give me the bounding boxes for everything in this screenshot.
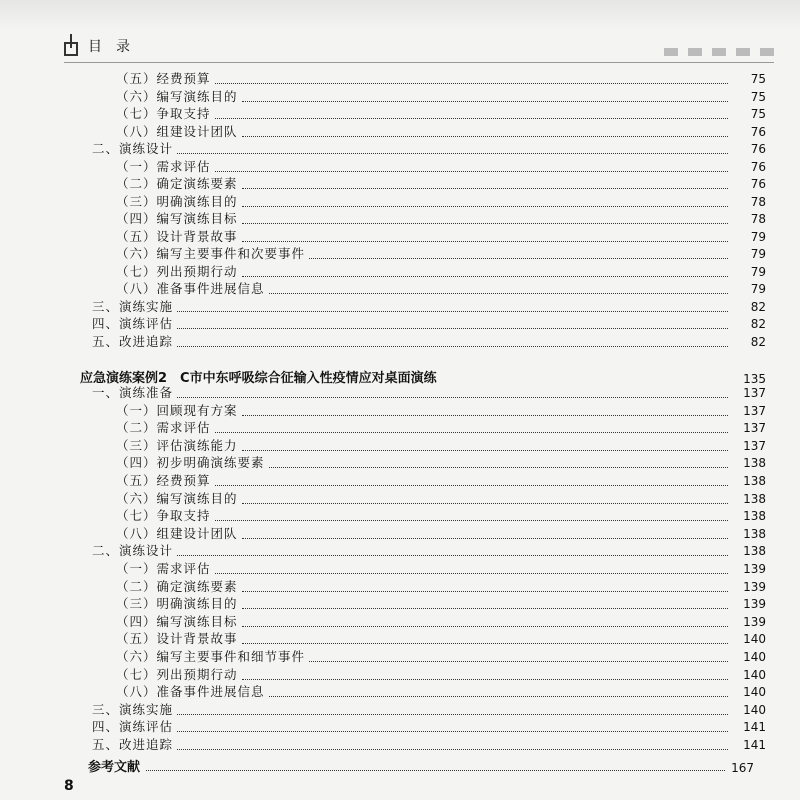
toc-entry-page: 138 (743, 456, 766, 471)
leader-dots (177, 713, 728, 715)
leader-dots (242, 187, 728, 189)
toc-entry-page: 79 (750, 282, 766, 296)
leader-dots (242, 414, 728, 416)
leader-dots (177, 730, 728, 732)
toc-entry-page: 75 (750, 107, 766, 121)
toc-entry-label: 四、演练评估 (92, 719, 174, 735)
case-2-page: 135 (743, 372, 766, 386)
toc-entry (116, 175, 766, 193)
toc-entry-label: （八）准备事件进展信息 (116, 281, 265, 296)
toc-entry-label: （四）编写演练目标 (116, 613, 238, 629)
toc-entry-label: 二、演练设计 (92, 543, 174, 559)
toc-entry (116, 402, 766, 420)
toc-entry-page: 137 (743, 438, 766, 453)
leader-dots (177, 310, 728, 312)
toc-entry-page: 76 (750, 177, 766, 191)
leader-dots (242, 240, 728, 242)
toc-entry-page: 138 (743, 526, 766, 541)
leader-dots (177, 554, 728, 556)
toc-entry (116, 245, 766, 263)
toc-entry (116, 630, 766, 648)
toc-entry-page: 138 (743, 491, 766, 506)
toc-entry (116, 683, 766, 701)
toc-entry-label: 三、演练实施 (92, 298, 174, 314)
leader-dots (242, 100, 728, 102)
toc-entry-page: 139 (743, 597, 766, 612)
toc-entry (116, 666, 766, 684)
toc-entry-label: （八）组建设计团队 (116, 123, 238, 139)
toc-entry (116, 123, 766, 141)
toc-entry-page: 82 (750, 334, 766, 349)
leader-dots (215, 519, 728, 521)
toc-entry-page: 79 (750, 247, 766, 261)
toc-entry (116, 263, 766, 281)
leader-dots (309, 257, 728, 259)
toc-entry-label: （七）争取支持 (116, 106, 211, 121)
toc-entry (92, 298, 766, 316)
toc-entry (116, 578, 766, 596)
toc-entry-page: 140 (743, 702, 766, 717)
toc-entry-page: 78 (750, 194, 766, 209)
leader-dots (269, 695, 728, 697)
toc-entry-page: 141 (743, 720, 766, 735)
toc-entry (116, 560, 766, 578)
leader-dots (242, 537, 728, 539)
toc-entry-page: 82 (750, 317, 766, 331)
toc-entry-label: 二、演练设计 (92, 141, 174, 156)
leader-dots (177, 748, 728, 750)
toc-entry-label: 五、改进追踪 (92, 333, 174, 349)
toc-entry-page: 137 (743, 403, 766, 418)
toc-entry-label: （二）确定演练要素 (116, 578, 238, 594)
toc-entry-label: （五）设计背景故事 (116, 228, 238, 244)
toc-entry (116, 210, 766, 228)
leader-dots (242, 590, 728, 592)
leader-dots (242, 678, 728, 680)
leader-dots (177, 327, 728, 329)
toc-entry-page: 76 (750, 142, 766, 156)
leader-dots (177, 345, 728, 347)
toc-entry-page: 139 (743, 614, 766, 629)
toc-entry (92, 718, 766, 736)
toc-entry (116, 105, 766, 123)
toc-entry (92, 701, 766, 719)
toc-entry-label: （二）确定演练要素 (116, 176, 238, 191)
toc-entry-page: 79 (750, 229, 766, 244)
leader-dots (242, 607, 728, 609)
toc-entry (92, 315, 766, 333)
leader-dots (242, 135, 728, 137)
toc-entry (92, 542, 766, 560)
toc-entry-label: （六）编写演练目的 (116, 88, 238, 104)
toc-entry-page: 75 (750, 89, 766, 104)
toc-entry-page: 79 (750, 264, 766, 279)
toc-entry (116, 454, 766, 472)
leader-dots (242, 625, 728, 627)
page-number: 8 (64, 778, 74, 794)
leader-dots (215, 82, 728, 84)
toc-entry (116, 88, 766, 106)
toc-entry (116, 525, 766, 543)
toc-entry-label: （六）编写主要事件和细节事件 (116, 649, 306, 664)
toc-entry-page: 76 (750, 124, 766, 139)
toc-entry-page: 82 (750, 299, 766, 314)
toc-entry-page: 140 (743, 685, 766, 700)
toc-entry (116, 490, 766, 508)
toc-entry (116, 70, 766, 88)
toc-entry-label: （五）经费预算 (116, 473, 211, 488)
leader-dots (269, 466, 728, 468)
toc-entry-label: （六）编写主要事件和次要事件 (116, 246, 306, 261)
toc-entry-page: 140 (743, 667, 766, 682)
toc-entry-page: 76 (750, 159, 766, 174)
toc-entry-page: 75 (750, 72, 766, 86)
toc-entry-page: 139 (743, 579, 766, 594)
toc-entry-label: （八）组建设计团队 (116, 525, 238, 541)
toc-entry (116, 280, 766, 298)
toc-entry (92, 333, 766, 351)
toc-entry (116, 437, 766, 455)
toc-entry-label: （三）明确演练目的 (116, 193, 238, 209)
toc-entry-page: 141 (743, 738, 766, 752)
toc-entry (116, 419, 766, 437)
toc-entry-label: （一）需求评估 (116, 158, 211, 174)
leader-dots (269, 292, 728, 294)
toc-entry-label: 三、演练实施 (92, 701, 174, 717)
toc-entry-label: 四、演练评估 (92, 316, 174, 331)
header-title: 目录 (88, 39, 144, 55)
toc-entry-label: （四）初步明确演练要素 (116, 455, 265, 471)
case-2-heading (80, 366, 766, 386)
leader-dots (215, 117, 728, 119)
toc-entry-page: 140 (743, 632, 766, 647)
leader-dots (242, 222, 728, 224)
leader-dots (177, 396, 728, 398)
case-2-title: 应急演练案例2 C市中东呼吸综合征输入性疫情应对桌面演练 (80, 371, 437, 386)
toc-entry-label: （七）争取支持 (116, 508, 211, 524)
toc-entry (92, 736, 766, 754)
toc-entry (116, 507, 766, 525)
toc-entry-label: 五、改进追踪 (92, 737, 174, 752)
toc-entry-label: （五）设计背景故事 (116, 631, 238, 647)
toc-entry-page: 137 (743, 386, 766, 400)
toc-entry-label: （三）评估演练能力 (116, 437, 238, 453)
toc-entry (116, 158, 766, 176)
toc-entry-page: 138 (743, 509, 766, 524)
leader-dots (242, 449, 728, 451)
leader-dots (242, 642, 728, 644)
leader-dots (242, 502, 728, 504)
toc-entry-page: 138 (743, 544, 766, 559)
leader-dots (242, 205, 728, 207)
leader-dots (146, 770, 725, 771)
toc-entry-label: （一）回顾现有方案 (116, 402, 238, 418)
leader-dots (309, 660, 728, 662)
toc-entry-page: 140 (743, 650, 766, 664)
toc-entry-label: （二）需求评估 (116, 420, 211, 436)
toc-entry-label: （四）编写演练目标 (116, 211, 238, 226)
toc-entry-label: （六）编写演练目的 (116, 490, 238, 506)
toc-entry (116, 228, 766, 246)
toc-entry-page: 78 (750, 212, 766, 226)
toc-entry (92, 384, 766, 402)
leader-dots (177, 152, 728, 154)
leader-dots (215, 431, 728, 433)
references-entry (88, 755, 754, 775)
toc-entry-label: （一）需求评估 (116, 561, 211, 576)
leader-dots (215, 572, 728, 574)
leader-dots (215, 484, 728, 486)
toc-entry (116, 472, 766, 490)
toc-entry (116, 193, 766, 211)
leader-dots (242, 275, 728, 277)
toc-entry-label: （八）准备事件进展信息 (116, 684, 265, 700)
toc-entry-label: （三）明确演练目的 (116, 596, 238, 612)
toc-entry-page: 137 (743, 421, 766, 436)
toc-entry (116, 613, 766, 631)
references-label: 参考文献 (88, 760, 141, 775)
references-page: 167 (731, 761, 754, 775)
toc-entry (116, 595, 766, 613)
toc-entry (116, 648, 766, 666)
leader-dots (215, 170, 728, 172)
toc-entry-page: 138 (743, 474, 766, 488)
toc-entry-page: 139 (743, 562, 766, 576)
toc-entry-label: 一、演练准备 (92, 385, 174, 400)
toc-entry-label: （七）列出预期行动 (116, 666, 238, 682)
toc-entry-label: （五）经费预算 (116, 71, 211, 86)
toc-entry-label: （七）列出预期行动 (116, 263, 238, 279)
toc-entry (92, 140, 766, 158)
